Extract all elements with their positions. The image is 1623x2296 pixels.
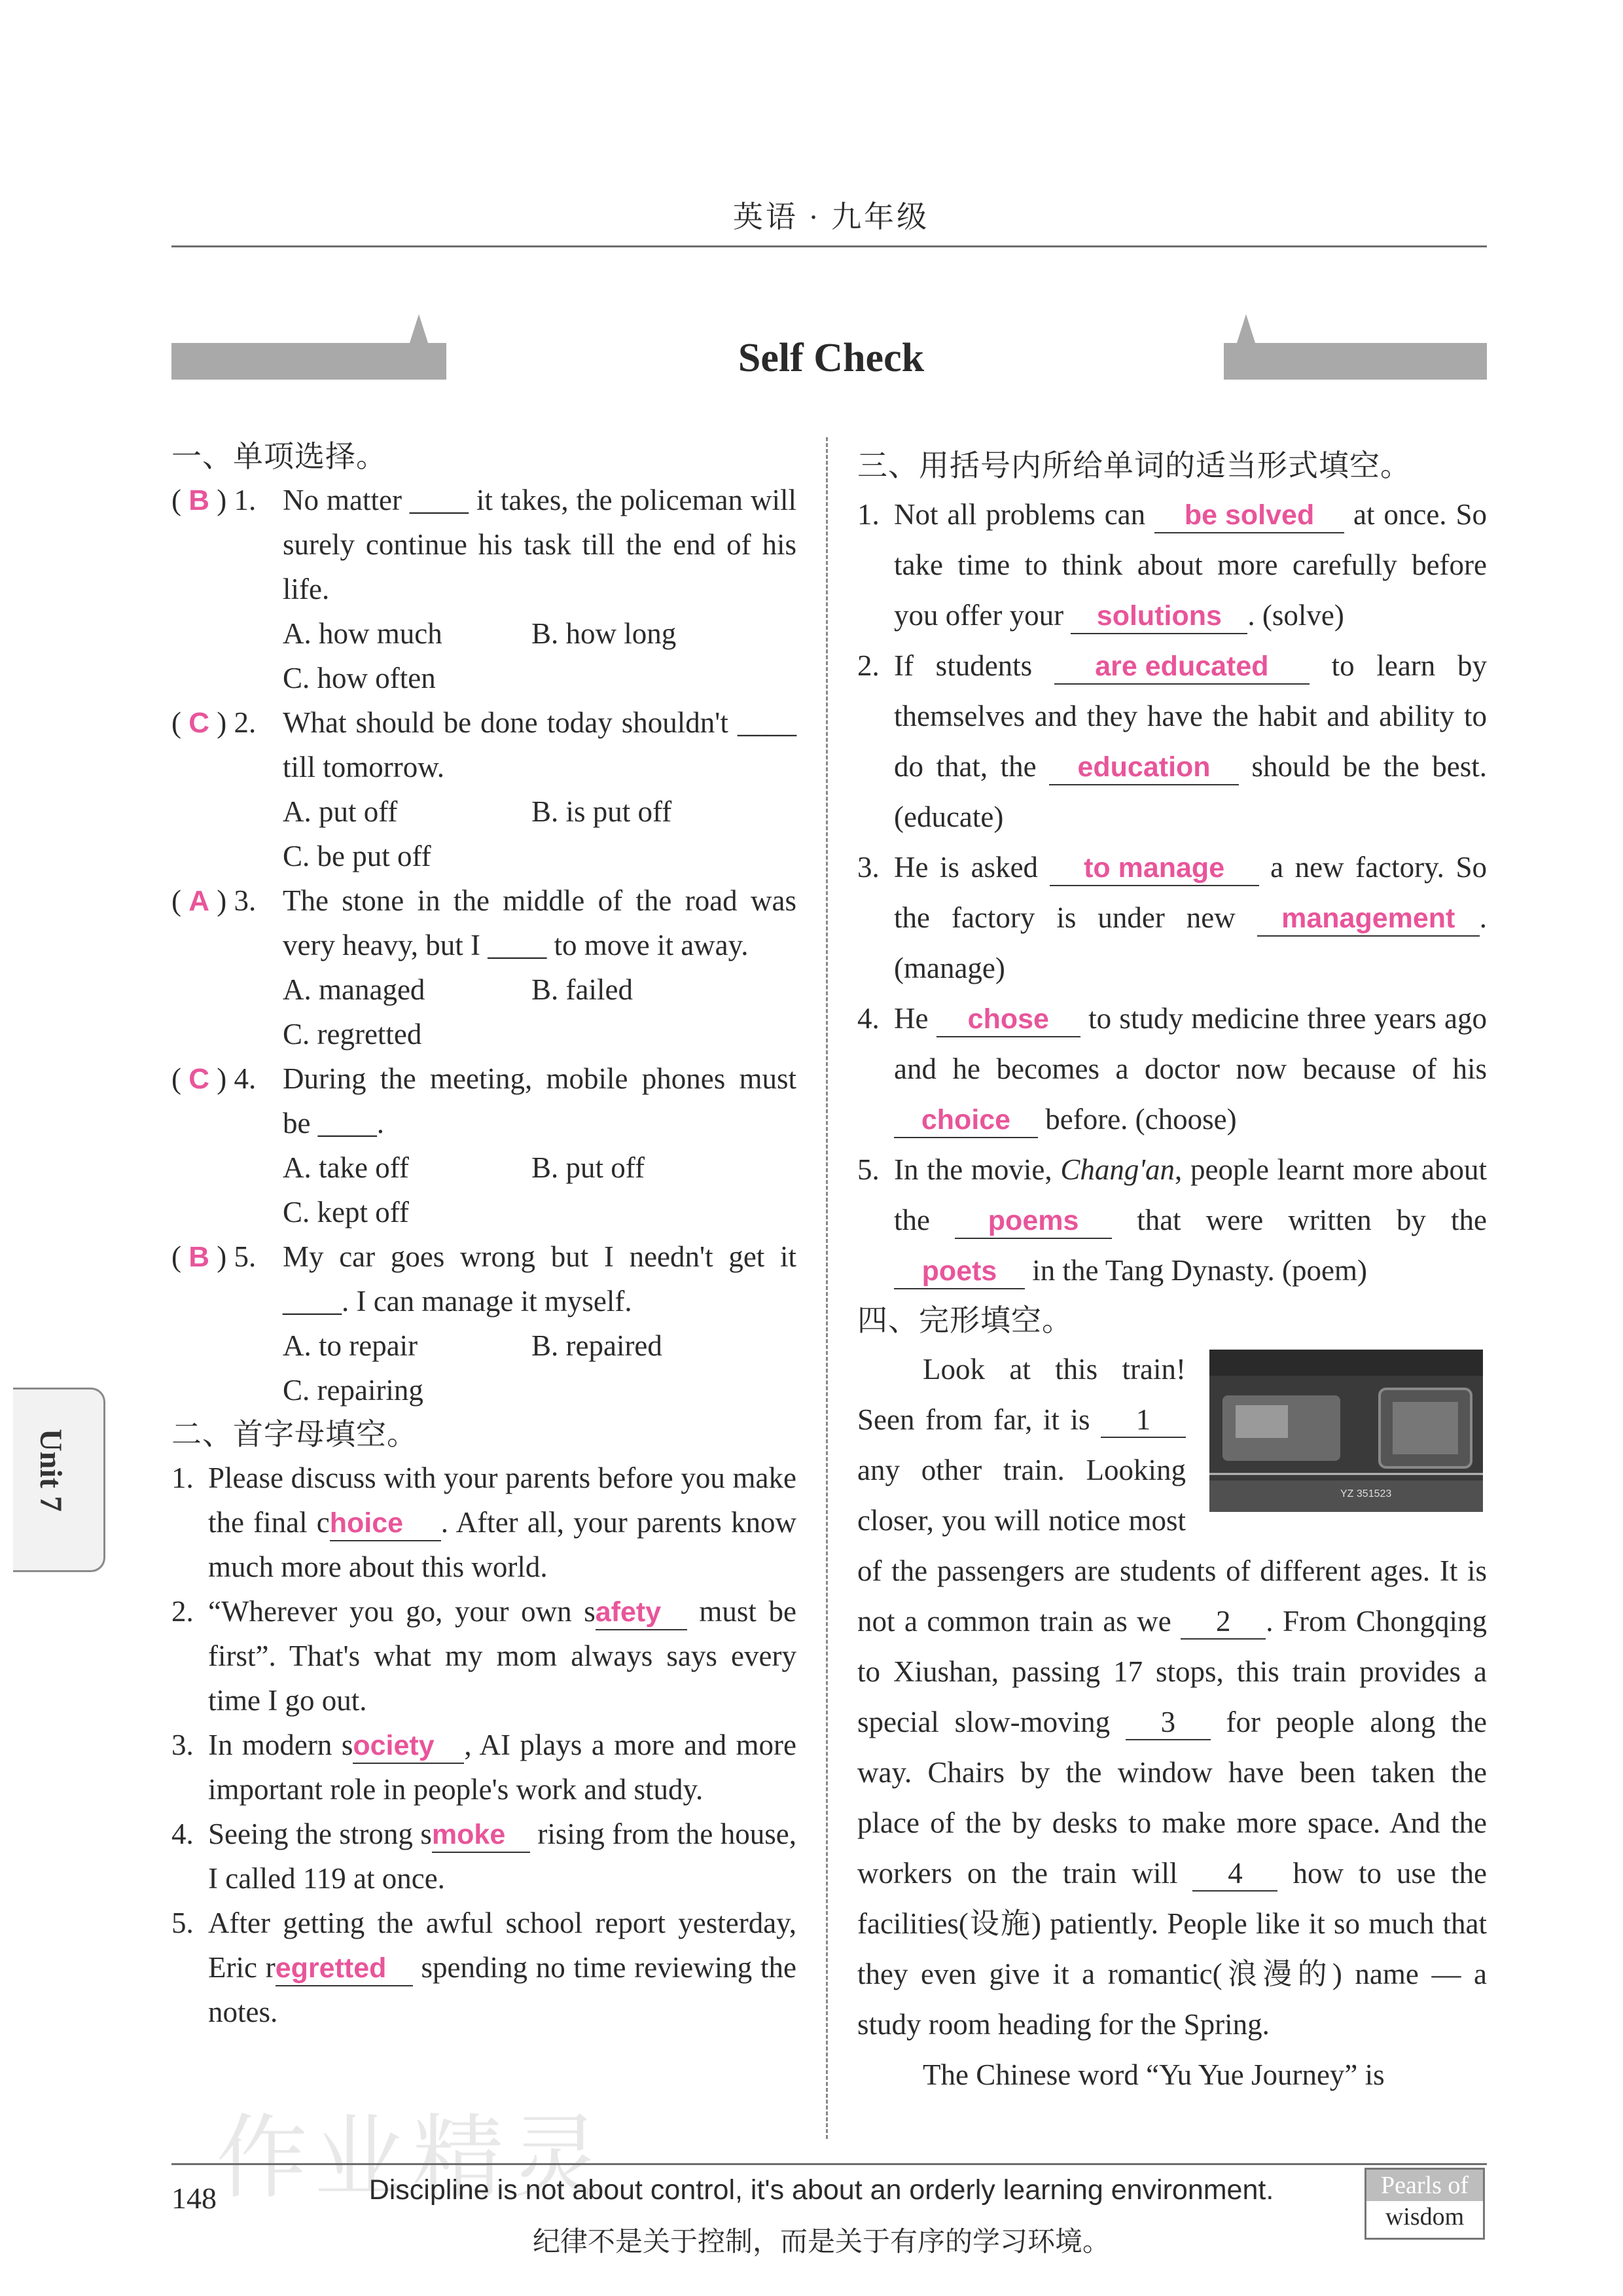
- section1-heading: 一、单项选择。: [171, 439, 387, 474]
- option-a: A. put off: [283, 795, 398, 828]
- question-stem: The stone in the middle of the road was very heavy, but I ____ to move it away.: [283, 884, 796, 961]
- initial-letter-item-1: 1. Please discuss with your parents before you make the final choice . After all, your parents know much more about this world.: [171, 1462, 796, 1583]
- answer-blank: are educated: [1054, 649, 1310, 685]
- answer-blank: poets: [894, 1253, 1025, 1289]
- unit-label: Unit 7: [33, 1429, 68, 1512]
- cloze-blank-2: 2: [1181, 1604, 1266, 1640]
- right-column: [857, 441, 1487, 2100]
- option-c: C. be put off: [283, 840, 431, 872]
- question-stem: What should be done today shouldn't ____ till tomorrow.: [283, 706, 796, 783]
- unit-side-tab: [13, 1388, 105, 1572]
- option-b: B. failed: [531, 973, 633, 1006]
- option-b: B. repaired: [531, 1329, 662, 1362]
- word-form-item-1: 1. Not all problems can be solved at once. So take time to think about more carefully before you offer your solutions . (solve): [857, 490, 1487, 641]
- initial-letter-item-4: 4. Seeing the strong smoke rising from the house, I called 119 at once.: [171, 1818, 797, 1895]
- question-4: [171, 1056, 796, 1234]
- question-5: [171, 1234, 796, 1412]
- header-rule: [171, 245, 1487, 247]
- column-divider: [826, 437, 828, 2139]
- pearls-of-wisdom-box: [1364, 2168, 1485, 2240]
- answer-blank: solutions: [1071, 598, 1247, 634]
- answer-blank: be solved: [1154, 497, 1344, 533]
- word-form-item-3: 3. He is asked to manage a new factory. So the factory is under new management . (manage): [857, 851, 1487, 984]
- initial-letter-item-5: 5. After getting the awful school report yesterday, Eric regretted spending no time reviewing the notes.: [171, 1907, 796, 2028]
- answer-bracket: ( C ) 2.: [171, 706, 257, 739]
- footer-quote-en: Discipline is not about control, it's about an orderly learning environment.: [368, 2174, 1274, 2206]
- answer-blank: management: [1257, 901, 1480, 937]
- option-b: B. put off: [531, 1151, 645, 1184]
- answer-letter: B: [188, 484, 210, 516]
- word-form-item-5: 5. In the movie, Chang'an, people learnt more about the poems that were written by the poets in the Tang Dynasty. (poem): [857, 1145, 1487, 1296]
- option-c: C. regretted: [283, 1018, 422, 1050]
- question-stem: During the meeting, mobile phones must be ____.: [283, 1062, 796, 1139]
- answer-letter: C: [188, 707, 210, 739]
- answer-bracket: ( A ) 3.: [171, 884, 257, 917]
- answer-blank: hoice: [330, 1505, 441, 1541]
- banner-triangle-left: [398, 314, 440, 380]
- section4-heading: 四、完形填空。: [857, 1302, 1073, 1338]
- footer-quote-cn: 纪律不是关于控制，而是关于有序的学习环境。: [532, 2225, 1110, 2257]
- wisdom-label: wisdom: [1385, 2203, 1465, 2231]
- initial-letter-item-2: 2. “Wherever you go, your own safety must be first”. That's what my mom always says every time I go out.: [171, 1595, 796, 1717]
- answer-letter: C: [188, 1063, 210, 1095]
- header-title: 英语 · 九年级: [732, 200, 930, 234]
- section3-heading: 三、用括号内所给单词的适当形式填空。: [857, 448, 1411, 483]
- self-check-title: Self Check: [738, 336, 925, 380]
- option-a: A. to repair: [283, 1329, 418, 1362]
- answer-bracket: ( B ) 5.: [171, 1240, 257, 1273]
- option-a: A. take off: [283, 1151, 409, 1184]
- question-1: [171, 478, 796, 700]
- section2-heading: 二、首字母填空。: [171, 1416, 418, 1452]
- option-a: A. managed: [283, 973, 425, 1006]
- question-stem: My car goes wrong but I needn't get it ____. I can manage it myself.: [283, 1240, 796, 1318]
- watermark: 作业精灵: [216, 2105, 609, 2212]
- answer-blank: egretted: [276, 1950, 413, 1986]
- train-photo: [1209, 1350, 1483, 1512]
- cloze-blank-4: 4: [1192, 1856, 1277, 1892]
- banner-triangle-right: [1225, 314, 1267, 380]
- word-form-item-4: 4. He chose to study medicine three years ago and he becomes a doctor now because of his choice before. (choose): [857, 994, 1487, 1145]
- footer-rule: [171, 2163, 1487, 2165]
- answer-letter: B: [188, 1241, 210, 1273]
- page-number: 148: [171, 2181, 217, 2215]
- answer-blank: choice: [894, 1102, 1038, 1138]
- word-form-item-2: 2. If students are educated to learn by themselves and they have the habit and ability to do that, the education should be the best. (educate): [857, 649, 1487, 833]
- answer-blank: moke: [432, 1817, 530, 1853]
- answer-bracket: ( C ) 4.: [171, 1062, 257, 1095]
- cloze-blank-3: 3: [1126, 1705, 1211, 1740]
- pearls-label: Pearls of: [1366, 2170, 1483, 2201]
- cloze-blank-1: 1: [1101, 1403, 1186, 1438]
- question-stem: No matter ____ it takes, the policeman will surely continue his task till the end of his life.: [283, 484, 796, 605]
- train-number-label: YZ 351523: [1340, 1488, 1392, 1499]
- answer-letter: A: [188, 885, 210, 917]
- answer-bracket: ( B ) 1.: [171, 484, 257, 516]
- cloze-text: Look at this train! Seen from far, it is 1 any other train. Looking closer, you will notice most of the passengers are students of different ages. It is not a common train as we 2 . From Chongqing to Xiushan, passing 17 stops, this train provides a special slow-moving 3 for people along the way. Chairs by the window have been taken the place of the by desks to make more space. And the workers on the train will 4 how to use the facilities(设施) patiently. People like it so much that they even give it a romantic(浪漫的) name — a study room heading for the Spring. The Chinese word “Yu Yue Journey” is: [857, 1344, 1487, 2100]
- left-column: [171, 435, 796, 2034]
- option-c: C. repairing: [283, 1374, 423, 1407]
- option-b: B. is put off: [531, 795, 672, 828]
- cloze-next-paragraph: The Chinese word “Yu Yue Journey” is: [923, 2058, 1385, 2091]
- question-3: [171, 878, 796, 1056]
- train-illustration: [1209, 1350, 1483, 1512]
- option-c: C. kept off: [283, 1196, 409, 1229]
- option-c: C. how often: [283, 662, 436, 694]
- option-a: A. how much: [283, 617, 442, 650]
- answer-blank: to manage: [1050, 850, 1259, 886]
- answer-blank: chose: [936, 1001, 1080, 1037]
- question-2: [171, 700, 796, 878]
- initial-letter-item-3: 3. In modern society , AI plays a more and more important role in people's work and study.: [171, 1729, 797, 1806]
- answer-blank: afety: [596, 1594, 687, 1630]
- answer-blank: poems: [955, 1203, 1112, 1239]
- option-b: B. how long: [531, 617, 677, 650]
- answer-blank: ociety: [353, 1728, 464, 1764]
- answer-blank: education: [1049, 749, 1239, 785]
